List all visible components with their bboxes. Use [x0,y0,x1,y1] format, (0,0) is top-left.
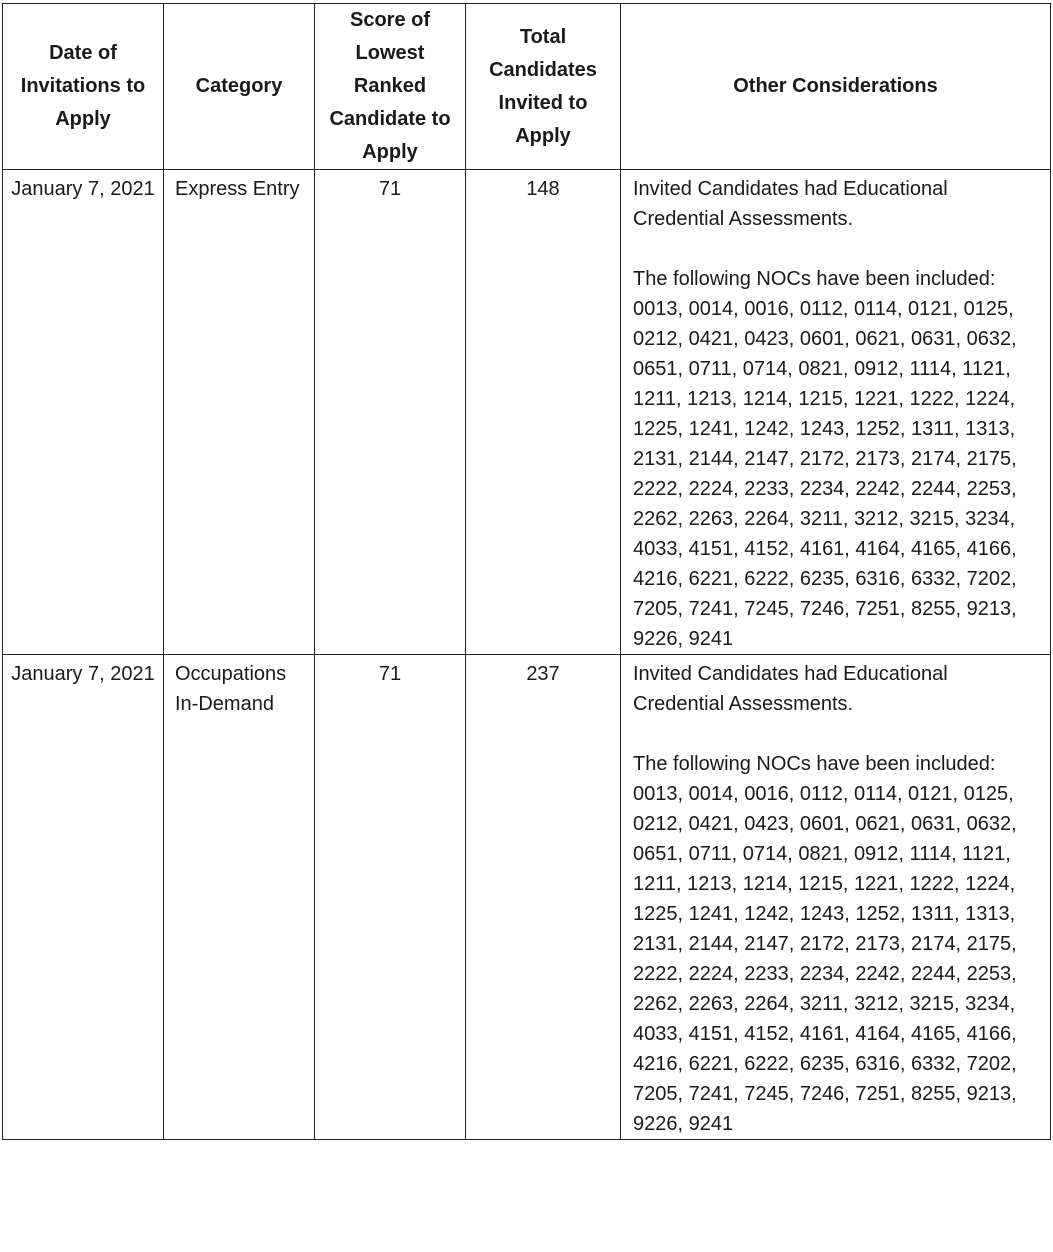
cell-category: Express Entry [164,170,315,655]
cell-score: 71 [315,655,466,1140]
header-score: Score of Lowest Ranked Candidate to Apply [315,4,466,170]
header-category: Category [164,4,315,170]
cell-score: 71 [315,170,466,655]
intro-text: Invited Candidates had Educational Credential Assessments. [633,178,948,230]
header-other: Other Considerations [621,4,1051,170]
intro-text: Invited Candidates had Educational Credential Assessments. [633,663,948,715]
cell-date: January 7, 2021 [3,170,164,655]
header-date: Date of Invitations to Apply [3,4,164,170]
noc-list: 0013, 0014, 0016, 0112, 0114, 0121, 0125, 0212, 0421, 0423, 0601, 0621, 0631, 0632, 0651, 0711, 0714, 0821, 0912, 1114, 1121, 1211, 1213, 1214, 1215, 1221, 1222, 1224, 1225, 1241, 1242, 1243, 1252, 1311, 1313, 2131, 2144, 2147, 2172, 2173, 2174, 2175, 2222, 2224, 2233, 2234, 2242, 2244, 2253, 2262, 2263, 2264, 3211, 3212, 3215, 3234, 4033, 4151, 4152, 4161, 4164, 4165, 4166, 4216, 6221, 6222, 6235, 6316, 6332, 7202, 7205, 7241, 7245, 7246, 7251, 8255, 9213, 9226, 9241 [633,783,1017,1135]
header-row [3,4,1051,170]
cell-other-considerations [621,655,1051,1140]
noc-heading: The following NOCs have been included: [633,268,996,290]
header-total: Total Candidates Invited to Apply [466,4,621,170]
invitations-table [2,3,1051,1140]
cell-total: 148 [466,170,621,655]
table-row [3,655,1051,1140]
noc-heading: The following NOCs have been included: [633,753,996,775]
cell-date: January 7, 2021 [3,655,164,1140]
noc-list: 0013, 0014, 0016, 0112, 0114, 0121, 0125, 0212, 0421, 0423, 0601, 0621, 0631, 0632, 0651, 0711, 0714, 0821, 0912, 1114, 1121, 1211, 1213, 1214, 1215, 1221, 1222, 1224, 1225, 1241, 1242, 1243, 1252, 1311, 1313, 2131, 2144, 2147, 2172, 2173, 2174, 2175, 2222, 2224, 2233, 2234, 2242, 2244, 2253, 2262, 2263, 2264, 3211, 3212, 3215, 3234, 4033, 4151, 4152, 4161, 4164, 4165, 4166, 4216, 6221, 6222, 6235, 6316, 6332, 7202, 7205, 7241, 7245, 7246, 7251, 8255, 9213, 9226, 9241 [633,298,1017,650]
cell-category: Occupations In-Demand [164,655,315,1140]
cell-other-considerations [621,170,1051,655]
cell-total: 237 [466,655,621,1140]
table-row [3,170,1051,655]
